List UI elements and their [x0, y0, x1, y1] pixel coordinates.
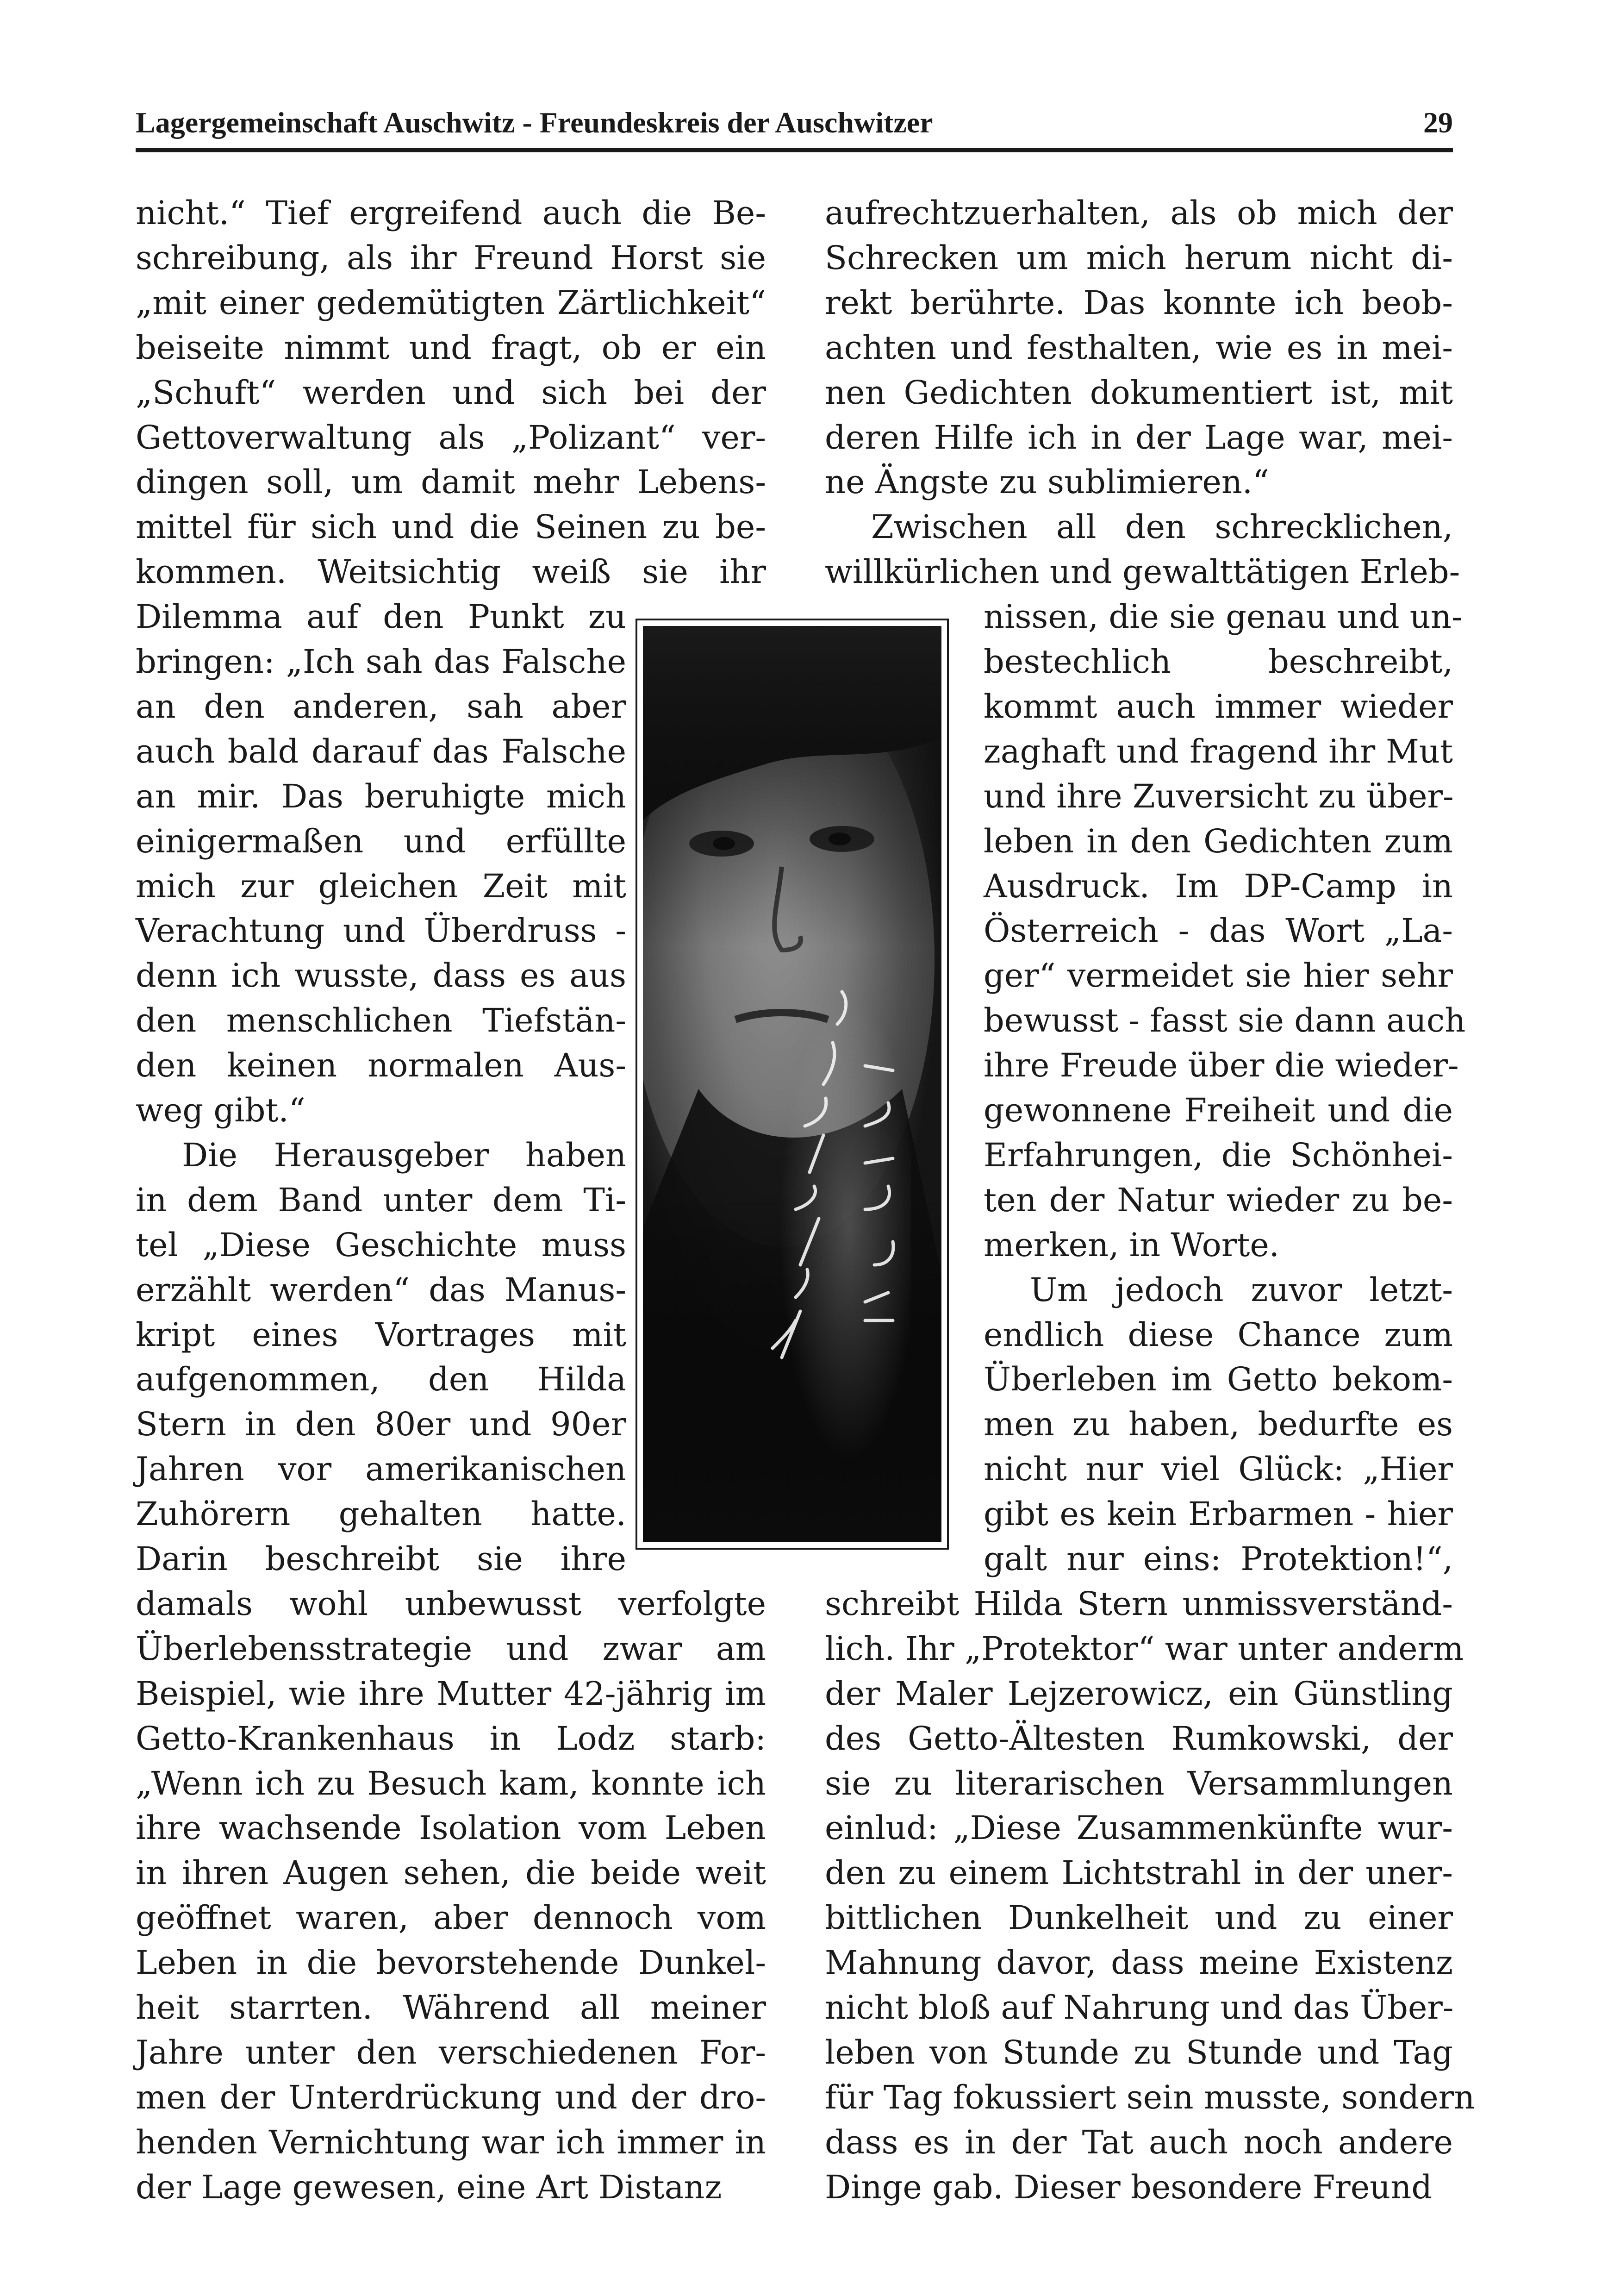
- text-line: merken, in Worte.: [984, 1226, 1280, 1264]
- text-line: leben in den Gedichten zum: [984, 822, 1453, 860]
- text-line: nen Gedichten dokumentiert ist, mit: [825, 373, 1453, 412]
- text-line: „Wenn ich zu Besuch kam, konnte ich: [136, 1764, 766, 1802]
- text-line: Leben in die bevorstehende Dunkel-: [136, 1944, 766, 1982]
- page-number: 29: [1423, 106, 1453, 139]
- text-line: bringen: „Ich sah das Falsche: [136, 643, 626, 681]
- text-line: mittel für sich und die Seinen zu be-: [136, 508, 766, 546]
- text-line: Verachtung und Überdruss -: [136, 912, 626, 950]
- text-line: Dinge gab. Dieser besondere Freund: [825, 2168, 1433, 2206]
- text-line: bewusst - fasst sie dann auch: [984, 1001, 1466, 1040]
- text-line: men zu haben, bedurfte es: [984, 1405, 1453, 1444]
- text-line: des Getto-Ältesten Rumkowski, der: [825, 1719, 1453, 1758]
- text-line: Beispiel, wie ihre Mutter 42-jährig im: [136, 1674, 766, 1713]
- header-rule: [136, 148, 1453, 152]
- text-line: dingen soll, um damit mehr Lebens-: [136, 463, 766, 501]
- text-line: Zwischen all den schrecklichen,: [871, 508, 1453, 546]
- text-line: tel „Diese Geschichte muss: [136, 1226, 626, 1264]
- text-line: der Lage gewesen, eine Art Distanz: [136, 2168, 722, 2206]
- text-line: geöffnet waren, aber dennoch vom: [136, 1899, 766, 1937]
- text-line: gewonnene Freiheit und die: [984, 1091, 1453, 1129]
- text-line: beiseite nimmt und fragt, ob er ein: [136, 328, 766, 367]
- text-line: Zuhörern gehalten hatte.: [136, 1495, 626, 1533]
- text-line: Überleben im Getto bekom-: [984, 1360, 1453, 1399]
- text-line: Schrecken um mich herum nicht di-: [825, 238, 1453, 277]
- text-line: kommen. Weitsichtig weiß sie ihr: [136, 553, 766, 591]
- text-line: mich zur gleichen Zeit mit: [136, 867, 626, 905]
- text-line: Stern in den 80er und 90er: [136, 1405, 626, 1444]
- text-line: der Maler Lejzerowicz, ein Günstling: [825, 1674, 1453, 1713]
- text-line: Dilemma auf den Punkt zu: [136, 598, 626, 636]
- text-line: einigermaßen und erfüllte: [136, 822, 626, 860]
- text-line: Getto-Krankenhaus in Lodz starb:: [136, 1719, 766, 1758]
- text-line: den menschlichen Tiefstän-: [136, 1001, 626, 1040]
- header-title: Lagergemeinschaft Auschwitz - Freundeskreis der Auschwitzer: [136, 106, 933, 139]
- text-line: nicht.“ Tief ergreifend auch die Be-: [136, 194, 766, 232]
- text-line: denn ich wusste, dass es aus: [136, 957, 626, 995]
- text-line: Ausdruck. Im DP-Camp in: [984, 867, 1453, 905]
- text-line: Jahre unter den verschiedenen For-: [136, 2033, 766, 2071]
- text-line: heit starrten. Während all meiner: [136, 1989, 766, 2027]
- text-line: ihre Freude über die wieder-: [984, 1046, 1459, 1085]
- text-line: sie zu literarischen Versammlungen: [825, 1764, 1453, 1802]
- text-line: und ihre Zuversicht zu über-: [984, 777, 1454, 815]
- text-line: auch bald darauf das Falsche: [136, 732, 626, 770]
- text-line: Erfahrungen, die Schönhei-: [984, 1136, 1453, 1174]
- text-line: Überlebensstrategie und zwar am: [136, 1629, 766, 1668]
- text-line: damals wohl unbewusst verfolgte: [136, 1584, 766, 1623]
- text-line: henden Vernichtung war ich immer in: [136, 2123, 766, 2161]
- text-line: zaghaft und fragend ihr Mut: [984, 732, 1453, 770]
- text-line: lich. Ihr „Protektor“ war unter anderm: [825, 1629, 1464, 1668]
- text-line: willkürlichen und gewalttätigen Erleb-: [825, 553, 1460, 591]
- text-line: Mahnung davor, dass meine Existenz: [825, 1944, 1453, 1982]
- text-line: leben von Stunde zu Stunde und Tag: [825, 2033, 1453, 2071]
- text-line: den keinen normalen Aus-: [136, 1046, 626, 1085]
- text-line: Um jedoch zuvor letzt-: [1030, 1270, 1453, 1309]
- text-line: „mit einer gedemütigten Zärtlichkeit“: [136, 283, 766, 322]
- text-line: bestechlich beschreibt,: [984, 643, 1453, 681]
- text-line: gibt es kein Erbarmen - hier: [984, 1495, 1453, 1533]
- text-line: aufrechtzuerhalten, als ob mich der: [825, 194, 1453, 232]
- text-line: nissen, die sie genau und un-: [984, 598, 1463, 636]
- text-line: in dem Band unter dem Ti-: [136, 1181, 626, 1219]
- text-line: dass es in der Tat auch noch andere: [825, 2123, 1453, 2161]
- text-line: Die Herausgeber haben: [182, 1136, 626, 1174]
- text-line: Jahren vor amerikanischen: [136, 1450, 626, 1489]
- text-line: kript eines Vortrages mit: [136, 1315, 626, 1354]
- text-line: Österreich - das Wort „La-: [984, 912, 1453, 950]
- text-line: an den anderen, sah aber: [136, 687, 626, 726]
- text-line: in ihren Augen sehen, die beide weit: [136, 1854, 766, 1892]
- text-line: erzählt werden“ das Manus-: [136, 1270, 626, 1309]
- text-line: ihre wachsende Isolation vom Leben: [136, 1809, 766, 1847]
- text-line: für Tag fokussiert sein musste, sondern: [825, 2078, 1475, 2116]
- text-line: den zu einem Lichtstrahl in der uner-: [825, 1854, 1453, 1892]
- text-line: achten und festhalten, wie es in mei-: [825, 328, 1453, 367]
- text-line: ten der Natur wieder zu be-: [984, 1181, 1453, 1219]
- text-line: weg gibt.“: [136, 1091, 305, 1129]
- text-line: aufgenommen, den Hilda: [136, 1360, 626, 1399]
- text-line: einlud: „Diese Zusammenkünfte wur-: [825, 1809, 1453, 1847]
- text-line: bittlichen Dunkelheit und zu einer: [825, 1899, 1453, 1937]
- text-line: men der Unterdrückung und der dro-: [136, 2078, 766, 2116]
- text-line: ne Ängste zu sublimieren.“: [825, 463, 1269, 501]
- text-line: „Schuft“ werden und sich bei der: [136, 373, 766, 412]
- running-header: [136, 104, 1453, 146]
- text-line: schreibt Hilda Stern unmissverständ-: [825, 1584, 1453, 1623]
- text-line: rekt berührte. Das konnte ich beob-: [825, 283, 1453, 322]
- text-line: Darin beschreibt sie ihre: [136, 1540, 626, 1578]
- portrait-photo-icon: [643, 626, 941, 1542]
- text-line: endlich diese Chance zum: [984, 1315, 1453, 1354]
- text-line: nicht nur viel Glück: „Hier: [984, 1450, 1453, 1489]
- text-line: Gettoverwaltung als „Polizant“ ver-: [136, 418, 766, 457]
- text-line: galt nur eins: Protektion!“,: [984, 1540, 1453, 1578]
- text-line: deren Hilfe ich in der Lage war, mei-: [825, 418, 1453, 457]
- text-line: nicht bloß auf Nahrung und das Über-: [825, 1989, 1454, 2027]
- text-line: ger“ vermeidet sie hier sehr: [984, 957, 1453, 995]
- text-line: kommt auch immer wieder: [984, 687, 1453, 726]
- text-line: an mir. Das beruhigte mich: [136, 777, 626, 815]
- text-line: schreibung, als ihr Freund Horst sie: [136, 238, 766, 277]
